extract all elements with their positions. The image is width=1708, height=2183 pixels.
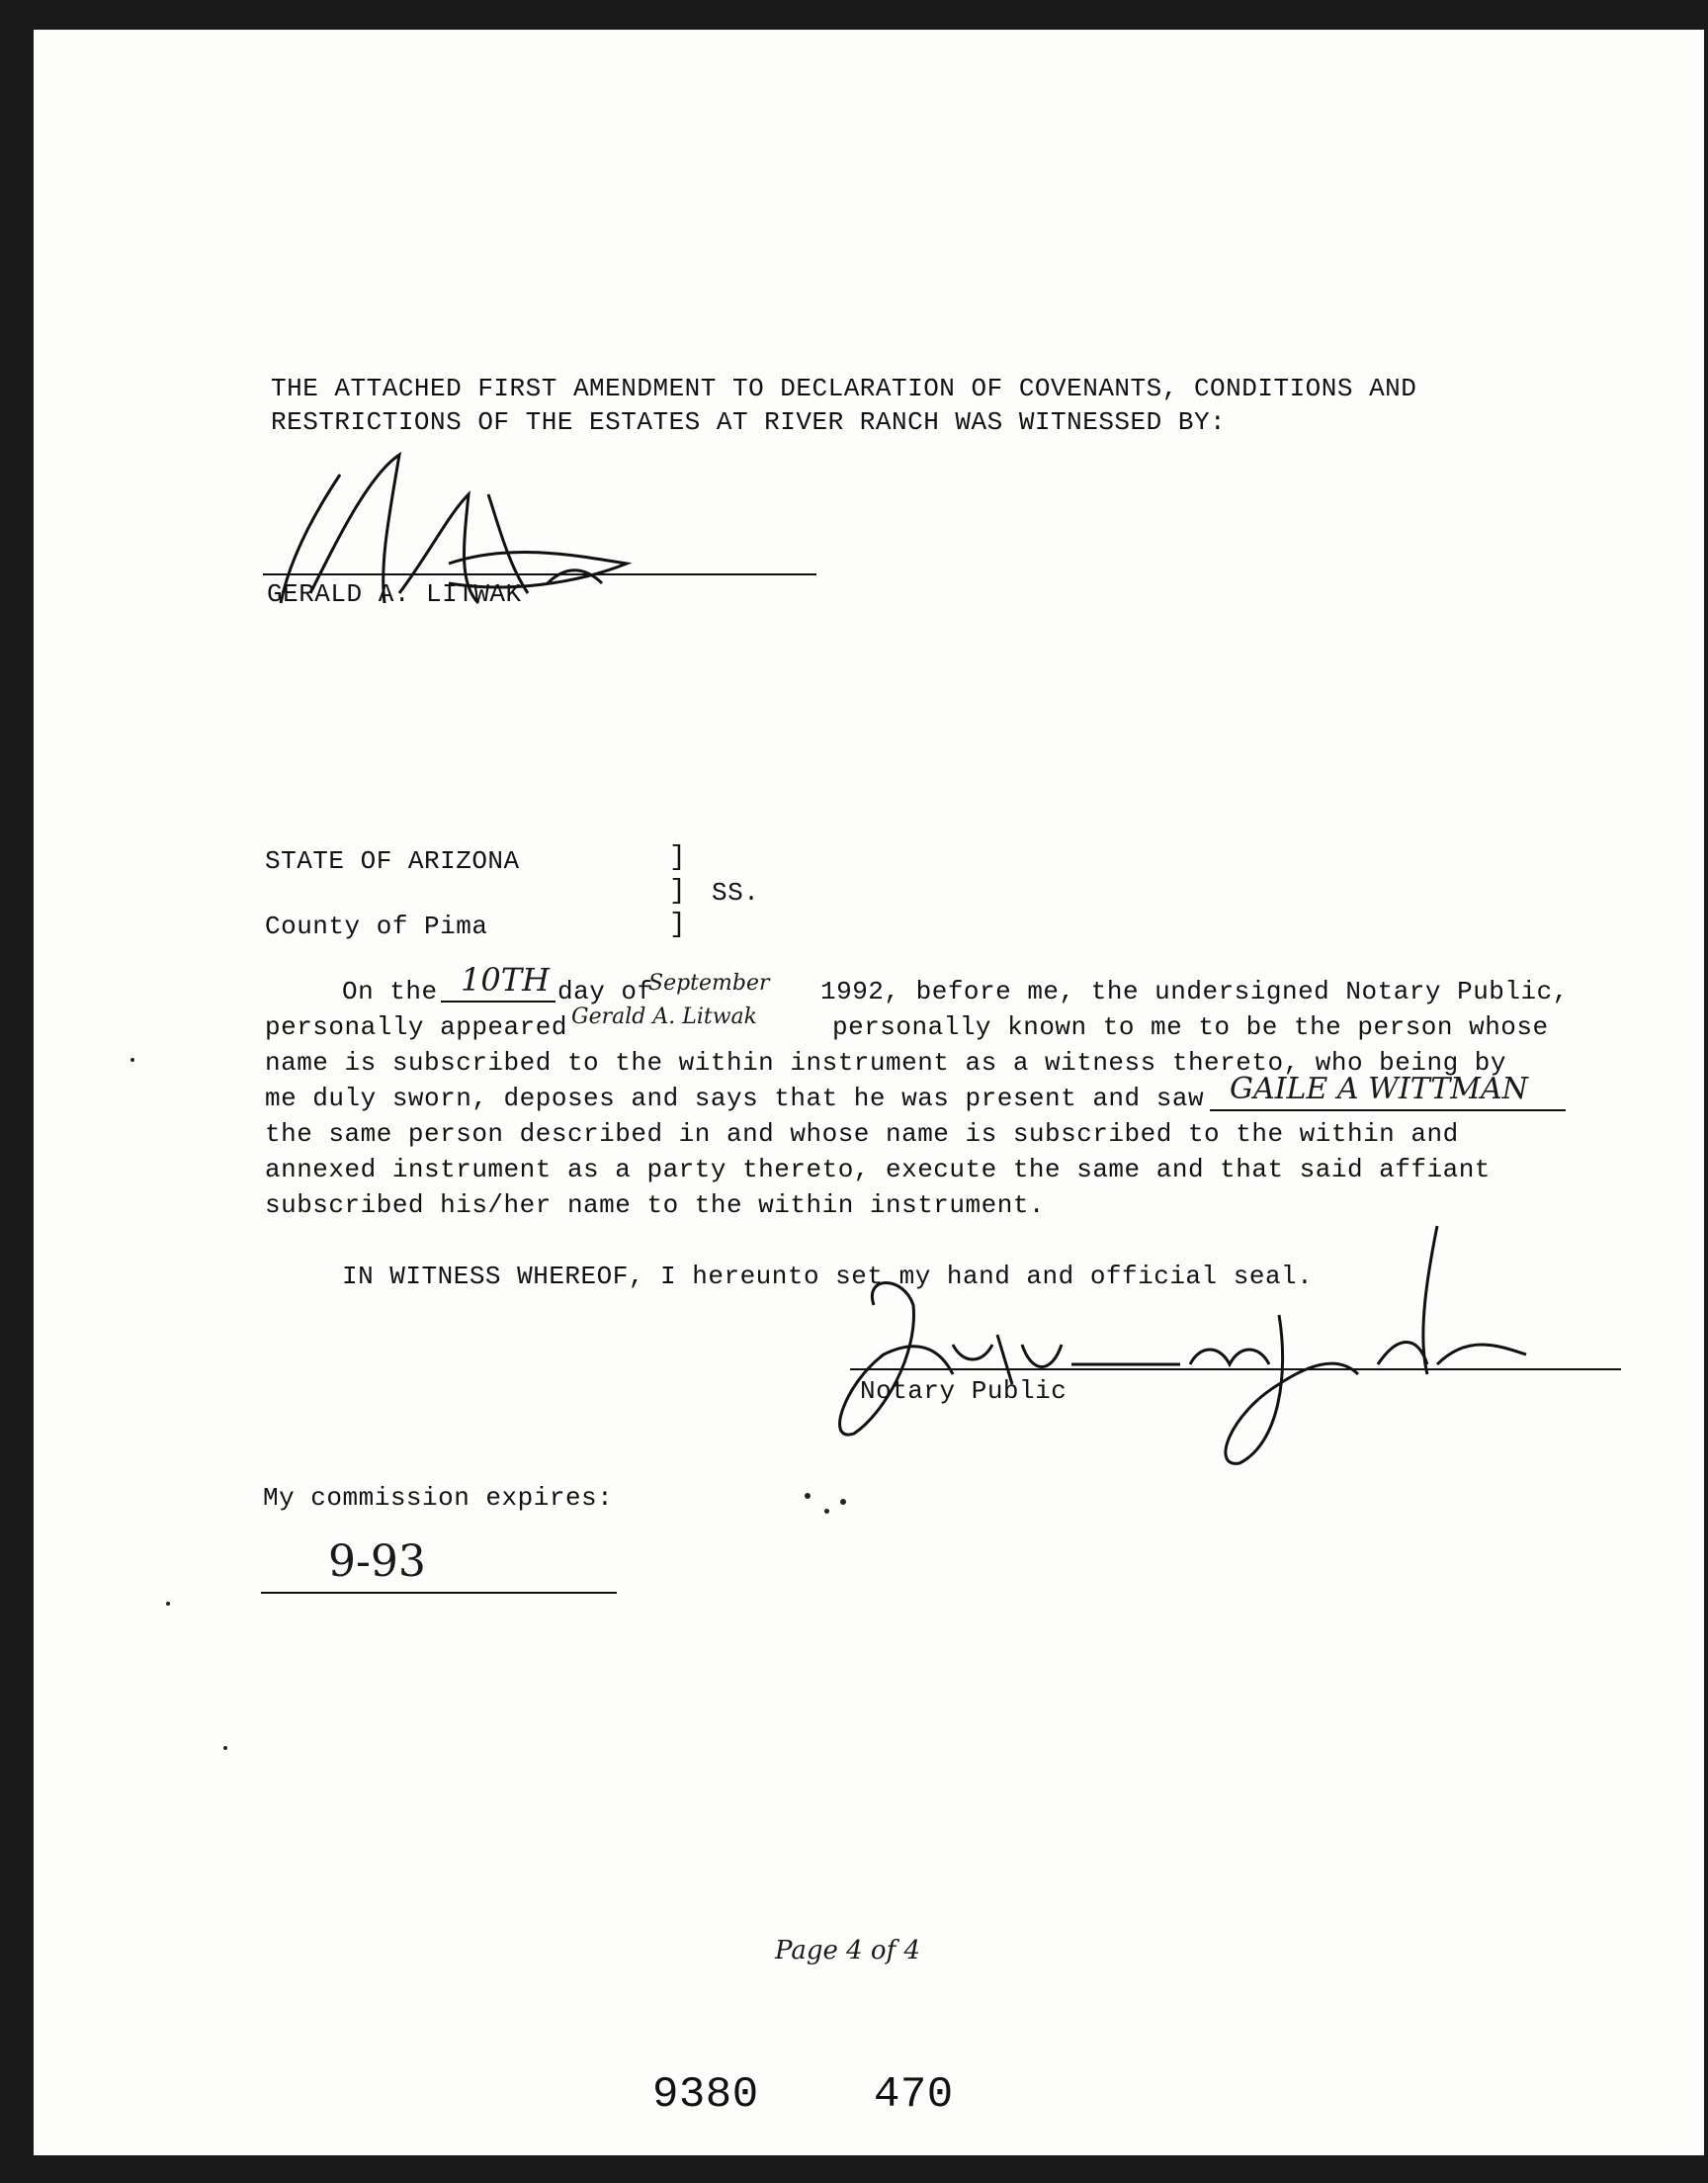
body-line-4: me duly sworn, deposes and says that he was present and saw xyxy=(265,1084,1205,1113)
venue-ss: SS. xyxy=(712,878,760,908)
scan-speckle xyxy=(223,1746,227,1750)
venue-county: County of Pima xyxy=(265,912,488,941)
body-appeared-name-handwritten: Gerald A. Litwak xyxy=(571,1004,757,1029)
page-number: 470 xyxy=(874,2070,954,2120)
body-day-line xyxy=(441,1001,555,1003)
body-line-5: the same person described in and whose name is subscribed to the within and xyxy=(265,1119,1459,1149)
body-line-3: name is subscribed to the within instrument as a witness thereto, who being by xyxy=(265,1048,1506,1078)
commission-line xyxy=(261,1592,617,1594)
body-line1-rest: 1992, before me, the undersigned Notary Public, xyxy=(820,977,1569,1006)
body-saw-name-handwritten: GAILE A WITTMAN xyxy=(1230,1072,1528,1106)
body-day-handwritten: 10TH xyxy=(461,961,550,999)
notary-signature-line xyxy=(850,1368,1621,1370)
scan-speckle xyxy=(805,1493,811,1499)
document-page xyxy=(34,30,1704,2155)
venue-state: STATE OF ARIZONA xyxy=(265,846,520,876)
body-line-6: annexed instrument as a party thereto, execute the same and that said affiant xyxy=(265,1155,1491,1184)
witness-name: GERALD A. LITWAK xyxy=(267,579,522,609)
scan-speckle xyxy=(840,1499,846,1505)
scan-speckle xyxy=(166,1602,170,1606)
body-day-of: day of xyxy=(557,977,653,1006)
body-saw-name-line xyxy=(1210,1109,1566,1111)
body-on-the: On the xyxy=(342,977,438,1006)
book-number: 9380 xyxy=(652,2070,759,2120)
body-personally-appeared: personally appeared xyxy=(265,1012,567,1042)
witness-signature-line xyxy=(263,573,816,575)
body-month-handwritten: September xyxy=(648,971,770,996)
commission-value-handwritten: 9-93 xyxy=(328,1536,426,1587)
venue-bracket-1: ] xyxy=(669,842,686,873)
notary-signature xyxy=(785,1216,1556,1473)
notary-label: Notary Public xyxy=(860,1376,1068,1406)
page-indicator-handwritten: Page 4 of 4 xyxy=(775,1936,921,1965)
venue-bracket-2: ] xyxy=(669,876,686,907)
heading-line-2: RESTRICTIONS OF THE ESTATES AT RIVER RANCH WAS WITNESSED BY: xyxy=(271,407,1227,437)
venue-bracket-3: ] xyxy=(669,910,686,940)
heading-line-1: THE ATTACHED FIRST AMENDMENT TO DECLARATION OF COVENANTS, CONDITIONS AND xyxy=(271,374,1417,403)
commission-label: My commission expires: xyxy=(263,1483,614,1513)
scan-speckle xyxy=(130,1058,134,1062)
body-line-7: subscribed his/her name to the within instrument. xyxy=(265,1190,1046,1220)
witness-clause: IN WITNESS WHEREOF, I hereunto set my hand and official seal. xyxy=(342,1262,1314,1291)
body-line2-rest: personally known to me to be the person whose xyxy=(832,1012,1549,1042)
scan-speckle xyxy=(824,1509,829,1514)
